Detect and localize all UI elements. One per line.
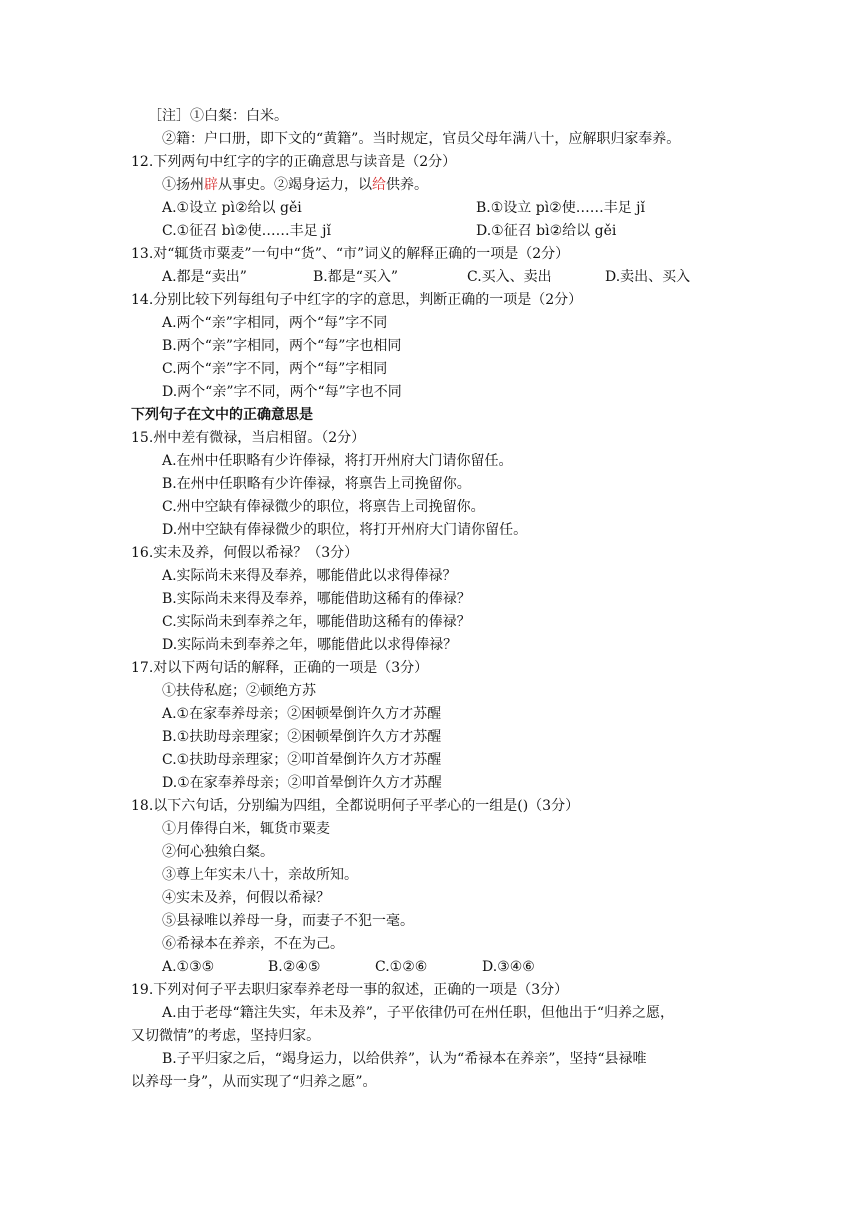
- q18-stem: 18.以下六句话，分别编为四组，全都说明何子平孝心的一组是()（3分）: [131, 798, 580, 814]
- q18-options: [0, 957, 865, 977]
- q15-option-b: B.在州中任职略有少许俸禄，将禀告上司挽留你。: [162, 476, 471, 492]
- q15-option-d: D.州中空缺有俸禄微少的职位，将打开州府大门请你留任。: [162, 522, 528, 538]
- q14-option-b: B.两个“亲”字相同，两个“每”字也相同: [162, 338, 402, 354]
- q14-option-a: A.两个“亲”字相同，两个“每”字不同: [162, 315, 388, 331]
- q12-option-d: D.①征召 bì②给以 gěi: [476, 223, 617, 239]
- q13-options: [0, 267, 865, 287]
- q17-option-b: B.①扶助母亲理家；②困顿晕倒许久方才苏醒: [162, 729, 442, 745]
- q16-option-d: D.实际尚未到奉养之年，哪能借此以求得俸禄？: [162, 637, 458, 653]
- q16-option-b: B.实际尚未来得及奉养，哪能借助这稀有的俸禄？: [162, 591, 471, 607]
- q17-option-d: D.①在家奉养母亲；②叩首晕倒许久方才苏醒: [162, 775, 442, 791]
- q12-red-char-2: 给: [372, 177, 386, 193]
- q19-stem: 19.下列对何子平去职归家奉养老母一事的叙述，正确的一项是（3分）: [131, 982, 569, 998]
- q19-option-a-line-2: 又切微情”的考虑，坚持归家。: [131, 1028, 321, 1044]
- q18-item: ②何心独飨白粲。: [162, 844, 274, 860]
- q19-option-b-line-2: 以养母一身”，从而实现了“归养之愿”。: [131, 1074, 377, 1090]
- q18-item: ④实未及养，何假以希禄？: [162, 890, 330, 906]
- q18-item: ⑥希禄本在养亲，不在为己。: [162, 936, 344, 952]
- q13-stem: 13.对“辄货市粟麦”一句中“货”、“市”词义的解释正确的一项是（2分）: [131, 246, 570, 262]
- q12-option-c: C.①征召 bì②使……丰足 jǐ: [162, 223, 331, 239]
- q19-option-a-line-1: A.由于老母“籍注失实，年未及养”，子平依律仍可在州任职，但他出于“归养之愿，: [162, 1005, 675, 1021]
- q14-option-c: C.两个“亲”字不同，两个“每”字相同: [162, 361, 388, 377]
- q19-option-b-line-1: B.子平归家之后，“竭身运力，以给供养”，认为“希禄本在养亲”，坚持“县禄唯: [162, 1051, 647, 1067]
- q13-option-b: B.都是“买入”: [313, 269, 399, 285]
- q12-red-char-1: 辟: [204, 177, 218, 193]
- q12-sentence-part-3: 供养。: [386, 177, 428, 193]
- q13-option-d: D.卖出、买入: [605, 269, 691, 285]
- note-1: ［注］①白粲：白米。: [148, 108, 288, 124]
- q15-option-c: C.州中空缺有俸禄微少的职位，将禀告上司挽留你。: [162, 499, 485, 515]
- section-heading: 下列句子在文中的正确意思是: [131, 407, 313, 423]
- q16-option-c: C.实际尚未到奉养之年，哪能借助这稀有的俸禄？: [162, 614, 471, 630]
- q15-option-a: A.在州中任职略有少许俸禄，将打开州府大门请你留任。: [162, 453, 513, 469]
- q12-sentences: [162, 175, 428, 195]
- q18-option-a: A.①③⑤: [162, 959, 215, 975]
- q15-stem: 15.州中差有微禄，当启相留。（2分）: [131, 430, 366, 446]
- q12-sentence-part-1: ①扬州: [162, 177, 204, 193]
- q18-item: ③尊上年实未八十，亲故所知。: [162, 867, 358, 883]
- q18-option-b: B.②④⑤: [268, 959, 321, 975]
- q12-option-a: A.①设立 pì②给以 gěi: [162, 200, 302, 216]
- q17-sub: ①扶侍私庭；②顿绝方苏: [162, 683, 316, 699]
- q18-option-c: C.①②⑥: [375, 959, 428, 975]
- q18-item: ⑤县禄唯以养母一身，而妻子不犯一毫。: [162, 913, 414, 929]
- q13-option-c: C.买入、卖出: [467, 269, 552, 285]
- q16-stem: 16.实未及养，何假以希禄？（3分）: [131, 545, 359, 561]
- note-2: ②籍：户口册，即下文的“黄籍”。当时规定，官员父母年满八十，应解职归家奉养。: [162, 131, 681, 147]
- q18-option-d: D.③④⑥: [482, 959, 535, 975]
- q17-stem: 17.对以下两句话的解释，正确的一项是（3分）: [131, 660, 429, 676]
- q17-option-c: C.①扶助母亲理家；②叩首晕倒许久方才苏醒: [162, 752, 442, 768]
- q12-stem: 12.下列两句中红字的字的正确意思与读音是（2分）: [131, 154, 457, 170]
- q12-sentence-part-2: 从事史。②竭身运力，以: [218, 177, 372, 193]
- q18-item: ①月俸得白米，辄货市粟麦: [162, 821, 330, 837]
- q16-option-a: A.实际尚未来得及奉养，哪能借此以求得俸禄？: [162, 568, 457, 584]
- q13-option-a: A.都是“卖出”: [162, 269, 247, 285]
- q17-option-a: A.①在家奉养母亲；②困顿晕倒许久方才苏醒: [162, 706, 442, 722]
- q14-stem: 14.分别比较下列每组句子中红字的字的意思，判断正确的一项是（2分）: [131, 292, 583, 308]
- q14-option-d: D.两个“亲”字不同，两个“每”字也不同: [162, 384, 402, 400]
- q12-option-b: B.①设立 pì②使……丰足 jǐ: [476, 200, 645, 216]
